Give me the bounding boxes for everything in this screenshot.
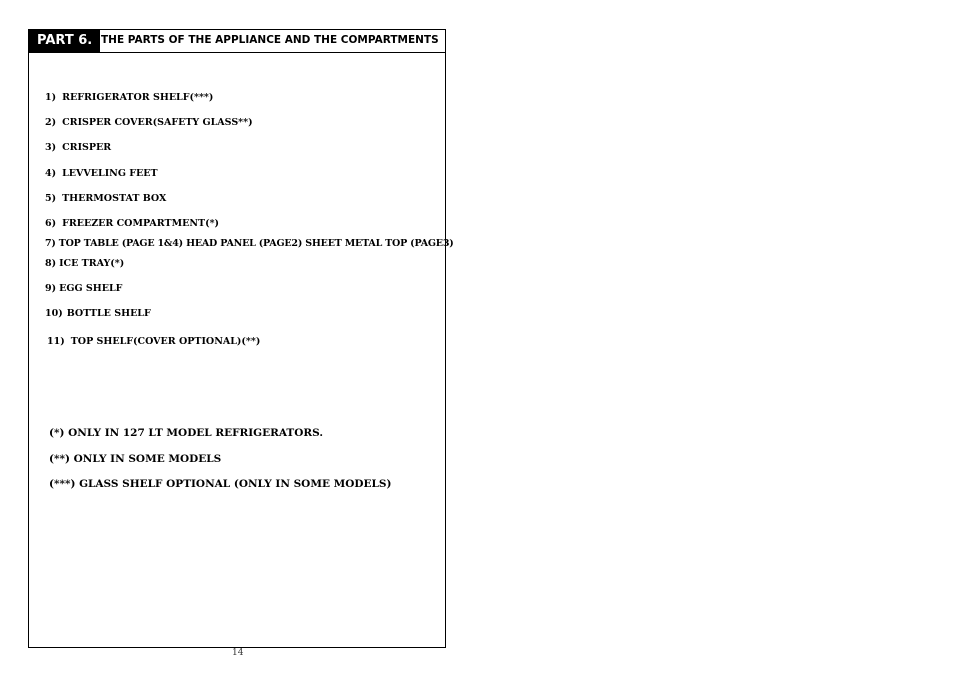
list-item (47, 336, 260, 348)
item-label: CRISPER COVER(SAFETY GLASS**) (62, 117, 253, 128)
item-label: LEVVELING FEET (62, 168, 158, 179)
list-item (45, 117, 253, 129)
item-label: BOTTLE SHELF (66, 308, 151, 319)
item-number: 6) (45, 218, 57, 229)
page-number: 14 (232, 648, 244, 658)
item-number: 2) (45, 117, 57, 128)
item-number: 11) (47, 336, 65, 347)
item-label: FREEZER COMPARTMENT(*) (62, 218, 220, 229)
item-number: 3) (45, 142, 57, 153)
list-item (45, 238, 454, 250)
item-label: REFRIGERATOR SHELF(***) (62, 92, 214, 103)
list-item (45, 258, 124, 270)
item-label: THERMOSTAT BOX (62, 193, 167, 204)
section-title: THE PARTS OF THE APPLIANCE AND THE COMPARTMENTS (101, 34, 439, 46)
part-label: PART 6. (28, 29, 100, 52)
list-item (45, 218, 219, 230)
footnote: (**) ONLY IN SOME MODELS (49, 453, 222, 465)
list-item (45, 193, 166, 205)
item-label: TOP TABLE (PAGE 1&4) HEAD PANEL (PAGE2) SHEET METAL TOP (PAGE3) (58, 238, 454, 249)
item-label: EGG SHELF (59, 283, 123, 294)
list-item (45, 308, 151, 320)
section-header (28, 29, 446, 53)
list-item (45, 168, 158, 180)
item-number: 7) (45, 238, 56, 249)
item-number: 9) (45, 283, 57, 294)
footnote: (***) GLASS SHELF OPTIONAL (ONLY IN SOME MODELS) (49, 478, 392, 490)
list-item (45, 283, 122, 295)
item-number: 4) (45, 168, 57, 179)
list-item (45, 142, 111, 154)
footnote: (*) ONLY IN 127 LT MODEL REFRIGERATORS. (49, 427, 323, 439)
item-number: 8) (45, 258, 57, 269)
item-label: TOP SHELF(COVER OPTIONAL)(**) (70, 336, 261, 347)
item-number: 5) (45, 193, 57, 204)
item-number: 10) (45, 308, 63, 319)
item-number: 1) (45, 92, 57, 103)
item-label: CRISPER (62, 142, 112, 153)
list-item (45, 92, 213, 104)
item-label: ICE TRAY(*) (59, 258, 125, 269)
